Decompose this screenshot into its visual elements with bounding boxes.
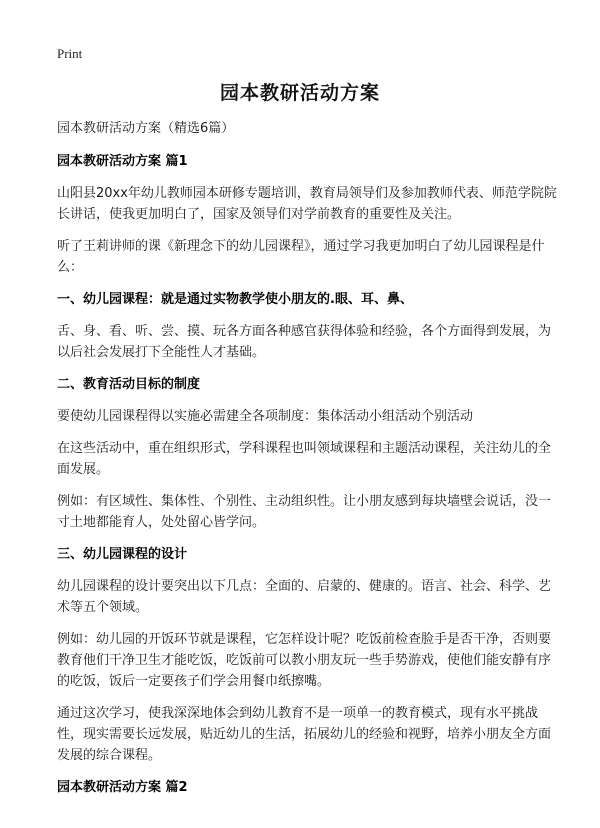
paragraph: 幼儿园课程的设计要突出以下几点：全面的、启蒙的、健康的。语言、社会、科学、艺术等五个领域。 (57, 579, 552, 615)
paragraph: 听了王莉讲师的课《新理念下的幼儿园课程》，通过学习我更加明白了幼儿园课程是什么： (57, 239, 545, 275)
subheading: 二、教育活动目标的制度 (57, 377, 201, 392)
section-heading-2: 园本教研活动方案 篇2 (57, 780, 188, 795)
page-title: 园本教研活动方案 (219, 82, 380, 104)
paragraph: 例如：幼儿园的开饭环节就是课程，它怎样设计呢？吃饭前检查脸手是否干净，否则要教育他们干净卫生才能吃饭，吃饭前可以教小朋友玩一些手势游戏，使他们能安静有序的吃饭，饭后一定要孩子们学会用餐巾纸擦嘴。 (57, 632, 552, 689)
paragraph: 要使幼儿园课程得以实施必需建全各项制度：集体活动小组活动个别活动 (57, 409, 474, 424)
document-body (57, 118, 557, 809)
paragraph: 例如：有区域性、集体性、个别性、主动组织性。让小朋友感到每块墙壁会说话，没一寸土地都能育人，处处留心皆学问。 (57, 494, 552, 530)
section-heading-1: 园本教研活动方案 篇1 (57, 154, 188, 169)
paragraph: 通过这次学习，使我深深地体会到幼儿教育不是一项单一的教育模式，现有水平挑战性，现实需要长远发展，贴近幼儿的生活，拓展幼儿的经验和视野，培养小朋友全方面发展的综合课程。 (57, 706, 552, 763)
subheading: 三、幼儿园课程的设计 (57, 547, 188, 562)
paragraph: 在这些活动中，重在组织形式，学科课程也叫领域课程和主题活动课程，关注幼儿的全面发展。 (57, 441, 552, 477)
document-subtitle: 园本教研活动方案（精选6篇） (57, 121, 235, 136)
paragraph: 山阳县20xx年幼儿教师园本研修专题培训，教育局领导们及参加教师代表、师范学院院长讲话，使我更加明白了，国家及领导们对学前教育的重要性及关注。 (57, 186, 557, 222)
paragraph: 舌、身、看、听、尝、摸、玩各方面各种感官获得体验和经验，各个方面得到发展，为以后社会发展打下全能性人才基础。 (57, 324, 552, 360)
subheading: 一、幼儿园课程：就是通过实物教学使小朋友的.眼、耳、鼻、 (57, 292, 413, 307)
print-label: Print (57, 46, 83, 61)
